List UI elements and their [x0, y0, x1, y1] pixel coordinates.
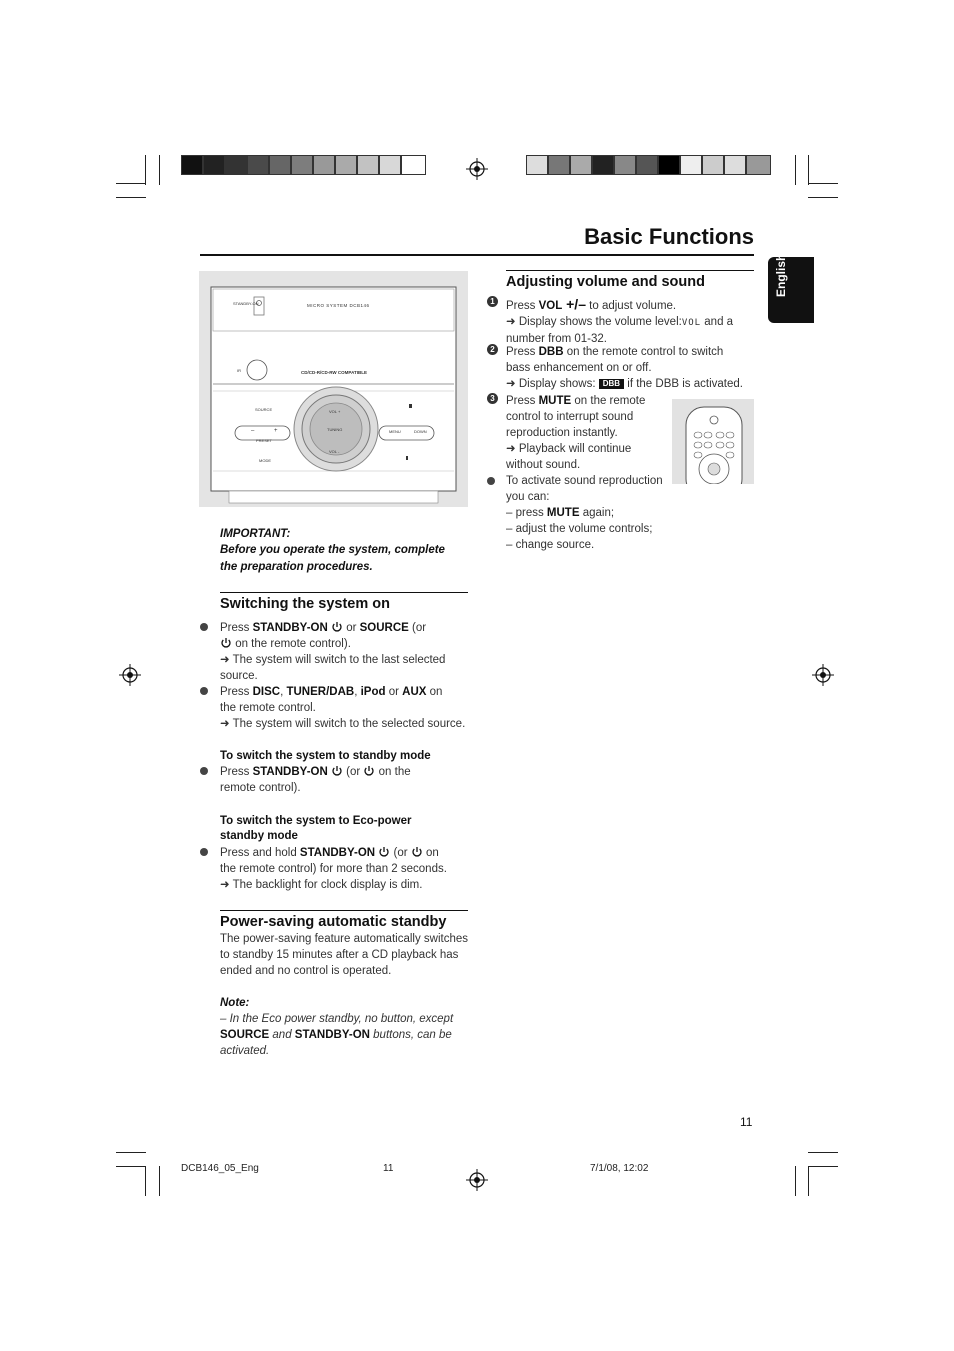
bullet [487, 477, 495, 485]
text: source. [220, 670, 258, 682]
crop-mark [808, 1152, 838, 1153]
important-line1: Before you operate the system, complete [220, 544, 445, 556]
text: Press [220, 766, 253, 778]
text: DBB [538, 346, 564, 358]
text: on [426, 686, 443, 698]
text: Press [220, 622, 253, 634]
text: you can: [506, 491, 550, 503]
text: and a [701, 316, 734, 328]
step-number: 1 [487, 296, 498, 307]
text: – adjust the volume controls; [506, 523, 653, 535]
text: AUX [402, 686, 427, 698]
vol-minus-label: VOL - [329, 449, 340, 454]
crop-mark [116, 183, 146, 184]
crop-mark [116, 1152, 146, 1153]
text: – In the Eco power standby, no button, except [220, 1013, 454, 1025]
note-heading: Note: [220, 997, 250, 1009]
language-tab-label: English [774, 253, 788, 297]
text: control to interrupt sound [506, 411, 634, 423]
text: Press and hold [220, 847, 300, 859]
footer-file: DCB146_05_Eng [181, 1163, 259, 1174]
text: To switch the system to Eco-power [220, 815, 412, 827]
crop-mark [808, 197, 838, 198]
text: iPod [360, 686, 386, 698]
eco-subheading [220, 814, 470, 844]
note-block [220, 995, 472, 1059]
remote-illustration [672, 399, 754, 484]
volume-step-3 [506, 393, 671, 473]
text: ➜ The backlight for clock display is dim. [220, 879, 423, 891]
text: again; [579, 507, 615, 519]
volume-step-1 [506, 296, 754, 347]
crop-mark [808, 183, 838, 184]
menu-label: MENU [389, 429, 401, 434]
power-icon [331, 765, 343, 777]
footer-date: 7/1/08, 12:02 [590, 1163, 649, 1174]
bullet [200, 848, 208, 856]
text: – change source. [506, 539, 595, 551]
crop-mark [808, 155, 809, 185]
text: ➜ Playback will continue [506, 443, 632, 455]
important-heading: IMPORTANT: [220, 528, 291, 540]
registration-mark-icon [812, 664, 834, 686]
text: to adjust volume. [585, 300, 677, 312]
text: DISC [252, 686, 281, 698]
text: (or [342, 766, 364, 778]
text: or [385, 686, 403, 698]
text: , [354, 686, 361, 698]
crop-mark [808, 1166, 809, 1196]
standby-label: STANDBY-ON [233, 301, 259, 306]
text: reproduction instantly. [506, 427, 618, 439]
text: activated. [220, 1045, 270, 1057]
text: on the remote control to switch [563, 346, 724, 358]
text: STANDBY-ON [294, 1029, 370, 1041]
bullet [200, 767, 208, 775]
text: ➜ The system will switch to the last selected [220, 654, 446, 666]
preset-label: PRESET [256, 438, 273, 443]
switching-bullet-2 [220, 684, 472, 732]
switching-bullet-1 [220, 620, 470, 684]
crop-mark [795, 1166, 796, 1196]
registration-mark-icon [119, 664, 141, 686]
ir-label: IR [237, 368, 241, 373]
text: to standby 15 minutes after a CD playback has [220, 949, 459, 961]
text: ➜ Display shows: [506, 378, 599, 390]
power-icon [363, 765, 375, 777]
text: Press [506, 346, 539, 358]
text: bass enhancement on or off. [506, 362, 652, 374]
text: +/– [562, 296, 586, 312]
text: on the remote control). [232, 638, 351, 650]
power-icon [378, 846, 390, 858]
text: (or [390, 847, 411, 859]
important-block [220, 526, 470, 576]
plus-label: + [274, 428, 278, 434]
text: SOURCE [359, 622, 409, 634]
crop-mark [159, 1166, 160, 1196]
language-tab [768, 253, 814, 323]
text: on the remote [571, 395, 646, 407]
volume-step-2 [506, 344, 754, 392]
text: Press [506, 395, 539, 407]
source-label: SOURCE [255, 407, 273, 412]
text: VOL [538, 300, 563, 312]
text: STANDBY-ON [299, 847, 376, 859]
dbb-badge: DBB [599, 379, 624, 389]
step-number: 2 [487, 344, 498, 355]
important-line2: the preparation procedures. [220, 561, 373, 573]
text: , [280, 686, 287, 698]
text: ➜ The system will switch to the selected source. [220, 718, 466, 730]
model-label: MICRO SYSTEM DCB146 [307, 303, 370, 308]
bullet [200, 687, 208, 695]
text: on [422, 847, 439, 859]
title-rule [200, 254, 754, 256]
standby-subheading: To switch the system to standby mode [220, 750, 431, 762]
text: STANDBY-ON [252, 766, 328, 778]
mode-label: MODE [259, 458, 271, 463]
crop-mark [795, 155, 796, 185]
volume-bullet [506, 473, 754, 553]
text: ➜ Display shows the volume level: [506, 316, 682, 328]
device-illustration [199, 271, 468, 507]
minus-label: – [251, 428, 255, 434]
crop-mark [116, 197, 146, 198]
text: STANDBY-ON [252, 622, 328, 634]
text: MUTE [538, 395, 572, 407]
text: To activate sound reproduction [506, 475, 663, 487]
text: buttons, can be [369, 1029, 452, 1041]
text: Press [220, 686, 253, 698]
text: the remote control) for more than 2 seconds. [220, 863, 447, 875]
crop-mark [808, 1166, 838, 1167]
text: – press [506, 507, 547, 519]
page-number: 11 [740, 1115, 753, 1129]
text: TUNER/DAB [286, 686, 355, 698]
power-saving-text [220, 931, 472, 979]
text: or [346, 622, 360, 634]
vol-plus-label: VOL + [329, 409, 341, 414]
step-number: 3 [487, 393, 498, 404]
registration-mark-icon [466, 1169, 488, 1191]
text: number from 01-32. [506, 333, 607, 345]
page-title: Basic Functions [584, 224, 754, 249]
text: if the DBB is activated. [624, 378, 743, 390]
text: without sound. [506, 459, 581, 471]
text: standby mode [220, 830, 298, 842]
crop-mark [145, 155, 146, 185]
vol-display-text: VOL [681, 318, 702, 328]
text: remote control). [220, 782, 301, 794]
registration-mark-icon [466, 158, 488, 180]
text: ended and no control is operated. [220, 965, 392, 977]
down-label: DOWN [414, 429, 427, 434]
compat-label: CD/CD-R/CD-RW COMPATIBLE [301, 370, 367, 375]
remote-control-drawing [672, 399, 754, 484]
text: on the [375, 766, 411, 778]
text: the remote control. [220, 702, 316, 714]
text: The power-saving feature automatically switches [220, 933, 469, 945]
switching-heading: Switching the system on [220, 592, 468, 612]
standby-bullet [220, 764, 470, 796]
tuning-label: TUNING [327, 427, 343, 432]
eco-bullet [220, 845, 472, 893]
power-icon [220, 637, 232, 649]
text: and [269, 1029, 295, 1041]
text: (or [408, 622, 427, 634]
volume-heading: Adjusting volume and sound [506, 270, 754, 290]
power-saving-heading: Power-saving automatic standby [220, 910, 468, 930]
crop-mark [145, 1166, 146, 1196]
power-icon [411, 846, 423, 858]
crop-mark [116, 1166, 146, 1167]
power-icon [331, 621, 343, 633]
crop-mark [159, 155, 160, 185]
footer-page: 11 [383, 1163, 394, 1174]
bullet [200, 623, 208, 631]
text: SOURCE [220, 1029, 270, 1041]
text: Press [506, 300, 539, 312]
text: MUTE [546, 507, 580, 519]
